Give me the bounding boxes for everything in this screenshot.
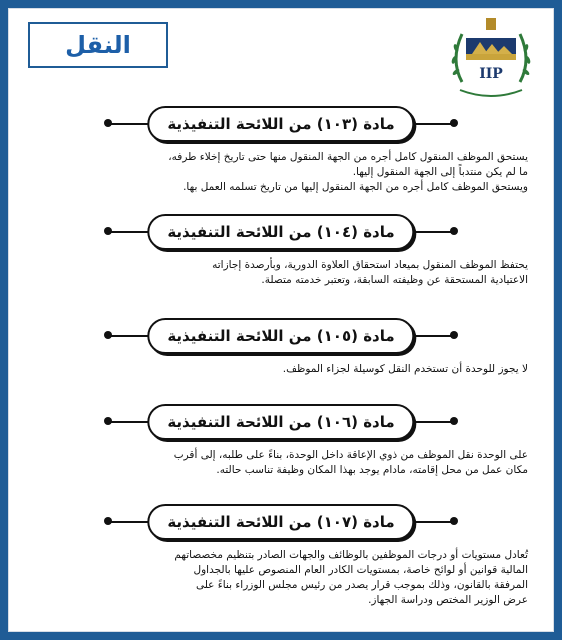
article-line: يستحق الموظف المنقول كامل أجره من الجهة المنقول منها حتى تاريخ إخلاء طرفه،: [168, 151, 528, 163]
header-rule-dot: [450, 517, 458, 525]
page-title: النقل: [65, 31, 131, 59]
article-line: ما لم يكن منتدباً إلى الجهة المنقول إليها.: [352, 166, 528, 178]
article-heading: مادة (١٠٧) من اللائحة التنفيذية: [167, 513, 395, 531]
article-body: [34, 448, 528, 478]
document-page: [8, 8, 554, 632]
article-line: المالية قوانين أو لوائح خاصة، بمستويات الكادر العام المنصوص عليها بالجداول: [193, 564, 528, 576]
iip-institute-emblem-icon: [442, 12, 540, 104]
header-rule-dot: [450, 227, 458, 235]
header-rule-dot: [104, 119, 112, 127]
header-rule-dot: [104, 517, 112, 525]
article-heading: مادة (١٠٦) من اللائحة التنفيذية: [167, 413, 395, 431]
article-heading-pill: [147, 318, 414, 354]
article-line: عرض الوزير المختص ودراسة الجهاز.: [368, 594, 528, 606]
article-body: [34, 548, 528, 608]
article-line: يحتفظ الموظف المنقول بميعاد استحقاق العلاوة الدورية، وبأرصدة إجازاته: [212, 259, 528, 271]
header-rule-dot: [450, 417, 458, 425]
article-heading-pill: [147, 106, 414, 142]
logo-text: IIP: [479, 66, 503, 82]
article-line: المرفقة بالقانون، وذلك بموجب قرار يصدر من رئيس مجلس الوزراء بناءً على: [195, 579, 528, 591]
article-line: ويستحق الموظف كامل أجره من الجهة المنقول إليها من تاريخ تسلمه العمل بها.: [183, 181, 528, 193]
article-body: [34, 150, 528, 195]
article-heading-pill: [147, 214, 414, 250]
header-rule-dot: [104, 331, 112, 339]
article-header: [8, 214, 554, 250]
header-rule-dot: [104, 227, 112, 235]
article-104: [8, 214, 554, 288]
article-header: [8, 404, 554, 440]
article-body: [34, 258, 528, 288]
article-line: لا يجوز للوحدة أن تستخدم النقل كوسيلة لجزاء الموظف.: [282, 363, 528, 375]
article-line: تُعادل مستويات أو درجات الموظفين بالوظائف والجهات الصادر بتنظيم مخصصاتهم: [174, 549, 528, 561]
article-heading: مادة (١٠٥) من اللائحة التنفيذية: [167, 327, 395, 345]
article-line: الاعتيادية المستحقة عن وظيفته السابقة، وتعتبر خدمته متصلة.: [261, 274, 528, 286]
article-body: [34, 362, 528, 377]
article-line: مكان عمل من محل إقامته، مادام يوجد بهذا المكان وظيفة تناسب حالته.: [216, 464, 528, 476]
article-heading: مادة (١٠٣) من اللائحة التنفيذية: [167, 115, 395, 133]
iip-logo: [442, 12, 540, 104]
article-heading-pill: [147, 404, 414, 440]
article-line: على الوحدة نقل الموظف من ذوي الإعاقة داخل الوحدة، بناءً على طلبه، إلى أقرب: [173, 449, 528, 461]
header-rule-dot: [104, 417, 112, 425]
page-title-box: [28, 22, 168, 68]
article-header: [8, 504, 554, 540]
article-heading-pill: [147, 504, 414, 540]
article-107: [8, 504, 554, 608]
article-header: [8, 318, 554, 354]
header-rule-dot: [450, 119, 458, 127]
article-106: [8, 404, 554, 478]
article-105: [8, 318, 554, 377]
article-103: [8, 106, 554, 195]
header-rule-dot: [450, 331, 458, 339]
article-header: [8, 106, 554, 142]
article-heading: مادة (١٠٤) من اللائحة التنفيذية: [167, 223, 395, 241]
